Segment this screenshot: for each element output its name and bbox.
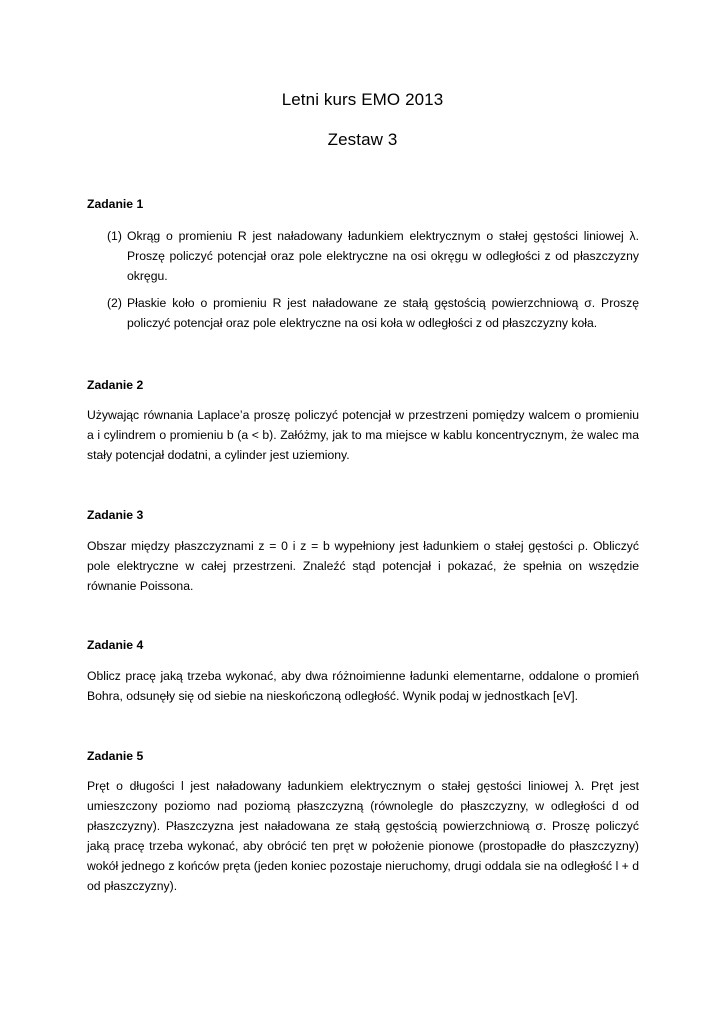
task-2-text: Używając równania Laplace’a proszę policzyć potencjał w przestrzeni pomiędzy walcem o promieniu a i cylindrem o promieniu b (a < b). Załóżmy, jak to ma miejsce w kablu koncentrycznym, że walec ma stały potencjał dodatni, a cylinder jest uziemiony. [87,408,639,462]
task-1-item-2-text: Płaskie koło o promieniu R jest naładowane ze stałą gęstością powierzchniową σ. Proszę policzyć potencjał oraz pole elektryczne na osi koła w odległości z od płaszczyzny koła. [127,296,639,330]
task-1-item-2 [107,293,639,333]
task-5-heading: Zadanie 5 [87,749,144,763]
task-1-item-1-number: (1) [107,229,122,243]
task-5-text: Pręt o długości l jest naładowany ładunkiem elektrycznym o stałej gęstości liniowej λ. Pręt jest umieszczony poziomo nad poziomą płaszczyzną (równolegle do płaszczyzny, w odległości d od płaszczyzny). Płaszczyzna jest naładowana ze stałą gęstością powierzchniową σ. Proszę policzyć jaką pracę trzeba wykonać, aby obrócić ten pręt w położenie pionowe (prostopadłe do płaszczyzny) wokół jednego z końców pręta (jeden koniec pozostaje nieruchomy, drugi oddala sie na odległość l + d od płaszczyzny). [87,779,639,893]
task-3-text: Obszar między płaszczyznami z = 0 i z = b wypełniony jest ładunkiem o stałej gęstości ρ. Obliczyć pole elektryczne w całej przestrzeni. Znaleźć stąd potencjał i pokazać, że spełnia on wszędzie równanie Poissona. [87,539,639,593]
task-4-heading: Zadanie 4 [87,638,144,652]
task-1-item-1-text: Okrąg o promieniu R jest naładowany ładunkiem elektrycznym o stałej gęstości liniowej λ. Proszę policzyć potencjał oraz pole elektryczne na osi okręgu w odległości z od płaszczyzny okręgu. [127,229,639,283]
task-1-item-1 [107,226,639,286]
task-4-text: Oblicz pracę jaką trzeba wykonać, aby dwa różnoimienne ładunki elementarne, oddalone o promień Bohra, odsunęły się od siebie na nieskończoną odległość. Wynik podaj w jednostkach [eV]. [87,669,639,703]
task-1-item-2-number: (2) [107,296,122,310]
document-subtitle: Zestaw 3 [327,130,398,149]
task-2-heading: Zadanie 2 [87,378,144,392]
task-1-heading: Zadanie 1 [87,197,144,211]
task-3-heading: Zadanie 3 [87,508,144,522]
document-title: Letni kurs EMO 2013 [281,90,444,109]
